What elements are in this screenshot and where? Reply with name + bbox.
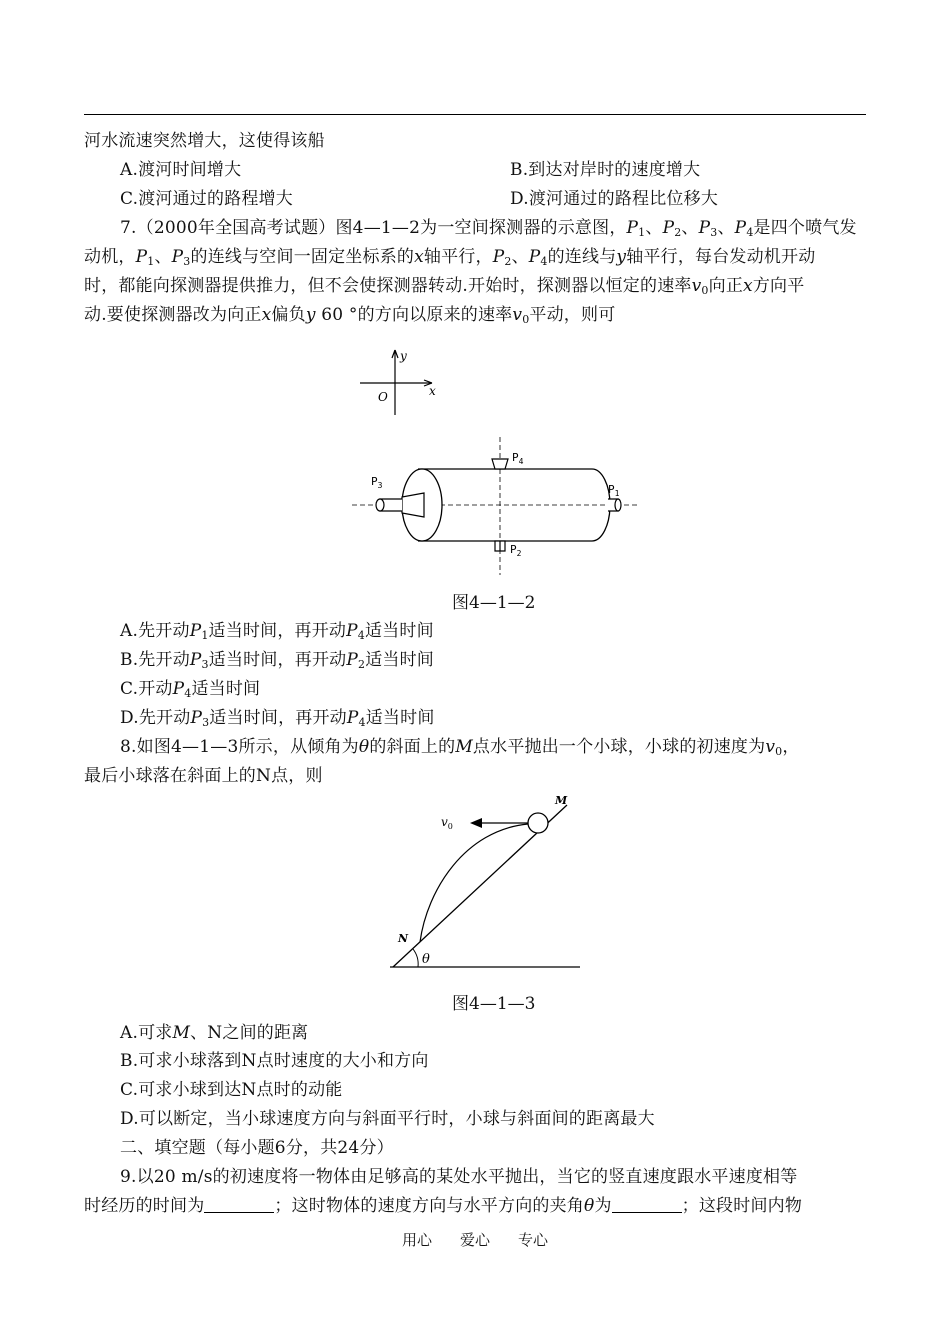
label-p3: $P_3$ [371, 475, 383, 490]
figure-4-1-3-caption: 图4—1—3 [452, 994, 536, 1014]
label-theta: θ [422, 952, 430, 967]
nozzle-p4 [492, 459, 508, 469]
label-p4: $P_4$ [512, 451, 524, 466]
label-p1: $P_1$ [608, 483, 620, 498]
coordinate-axes [360, 350, 432, 415]
axis-y-label: y [400, 349, 407, 363]
q6-option-a: A.渡河时间增大 [120, 160, 242, 180]
q8-option-d: D.可以断定，当小球速度方向与斜面平行时，小球与斜面间的距离最大 [120, 1109, 655, 1129]
q8-option-a: A.可求M、N之间的距离 [120, 1023, 309, 1043]
q6-tail-text: 河水流速突然增大，这使得该船 [84, 131, 325, 151]
page-footer [0, 1229, 950, 1250]
footer-word-2: 爱心 [459, 1231, 490, 1249]
axis-x-label: x [429, 384, 436, 398]
q7-option-d: D.先开动$P_3$适当时间，再开动$P_4$适当时间 [120, 708, 435, 729]
q7-line-4: 动.要使探测器改为向正x偏负y 60 °的方向以原来的速率$v_0$平动，则可 [84, 305, 616, 326]
figure-4-1-3-incline-diagram [385, 790, 605, 985]
footer-word-1: 用心 [401, 1231, 432, 1249]
q7-line-2: 动机，$P_1$、$P_3$的连线与空间一固定坐标系的x轴平行，$P_2$、$P_4$的连线与y轴平行，每台发动机开动 [84, 247, 816, 268]
q7-option-b: B.先开动$P_3$适当时间，再开动$P_2$适当时间 [120, 650, 435, 671]
q9-line-1: 9.以20 m/s的初速度将一物体由足够高的某处水平抛出，当它的竖直速度跟水平速度相等 [120, 1167, 798, 1187]
label-p2: $P_2$ [510, 543, 522, 558]
q8-option-c: C.可求小球到达N点时的动能 [120, 1080, 343, 1100]
angle-arc [413, 949, 418, 967]
header-rule [84, 114, 866, 115]
answer-blank [204, 1196, 274, 1213]
origin-label: O [378, 390, 388, 404]
nozzle-p2 [495, 541, 505, 551]
q6-option-b: B.到达对岸时的速度增大 [510, 160, 701, 180]
trajectory-arc [420, 824, 528, 942]
answer-blank [612, 1196, 682, 1213]
footer-word-3: 专心 [518, 1231, 549, 1249]
label-m: M [555, 794, 568, 807]
q9-line-2: 时经历的时间为 ；这时物体的速度方向与水平方向的夹角θ为 ；这段时间内物 [84, 1196, 803, 1216]
q7-option-a: A.先开动$P_1$适当时间，再开动$P_4$适当时间 [120, 621, 434, 642]
arrow-head-icon [470, 818, 482, 828]
nozzle-p3 [376, 493, 424, 517]
q6-option-d: D.渡河通过的路程比位移大 [510, 189, 719, 209]
q7-option-c: C.开动$P_4$适当时间 [120, 679, 261, 700]
label-n: N [398, 932, 409, 945]
figure-4-1-2-probe-diagram [340, 335, 650, 590]
q8-line-2: 最后小球落在斜面上的N点，则 [84, 766, 323, 786]
q7-line-1: 7.（2000年全国高考试题）图4—1—2为一空间探测器的示意图，$P_1$、$P_2$、$P_3$、$P_4$是四个喷气发 [120, 218, 857, 239]
label-v0: $v_0$ [441, 815, 453, 831]
section-2-heading: 二、填空题（每小题6分，共24分） [120, 1138, 394, 1158]
nozzle-p1 [608, 499, 621, 511]
figure-4-1-2-caption: 图4—1—2 [452, 593, 536, 613]
q8-option-b: B.可求小球落到N点时速度的大小和方向 [120, 1051, 429, 1071]
q6-option-c: C.渡河通过的路程增大 [120, 189, 294, 209]
q7-line-3: 时，都能向探测器提供推力，但不会使探测器转动.开始时，探测器以恒定的速率$v_0$向正x方向平 [84, 276, 805, 297]
ball [528, 813, 548, 833]
q8-line-1: 8.如图4—1—3所示，从倾角为θ的斜面上的M点水平抛出一个小球，小球的初速度为$v_0$， [120, 737, 800, 758]
